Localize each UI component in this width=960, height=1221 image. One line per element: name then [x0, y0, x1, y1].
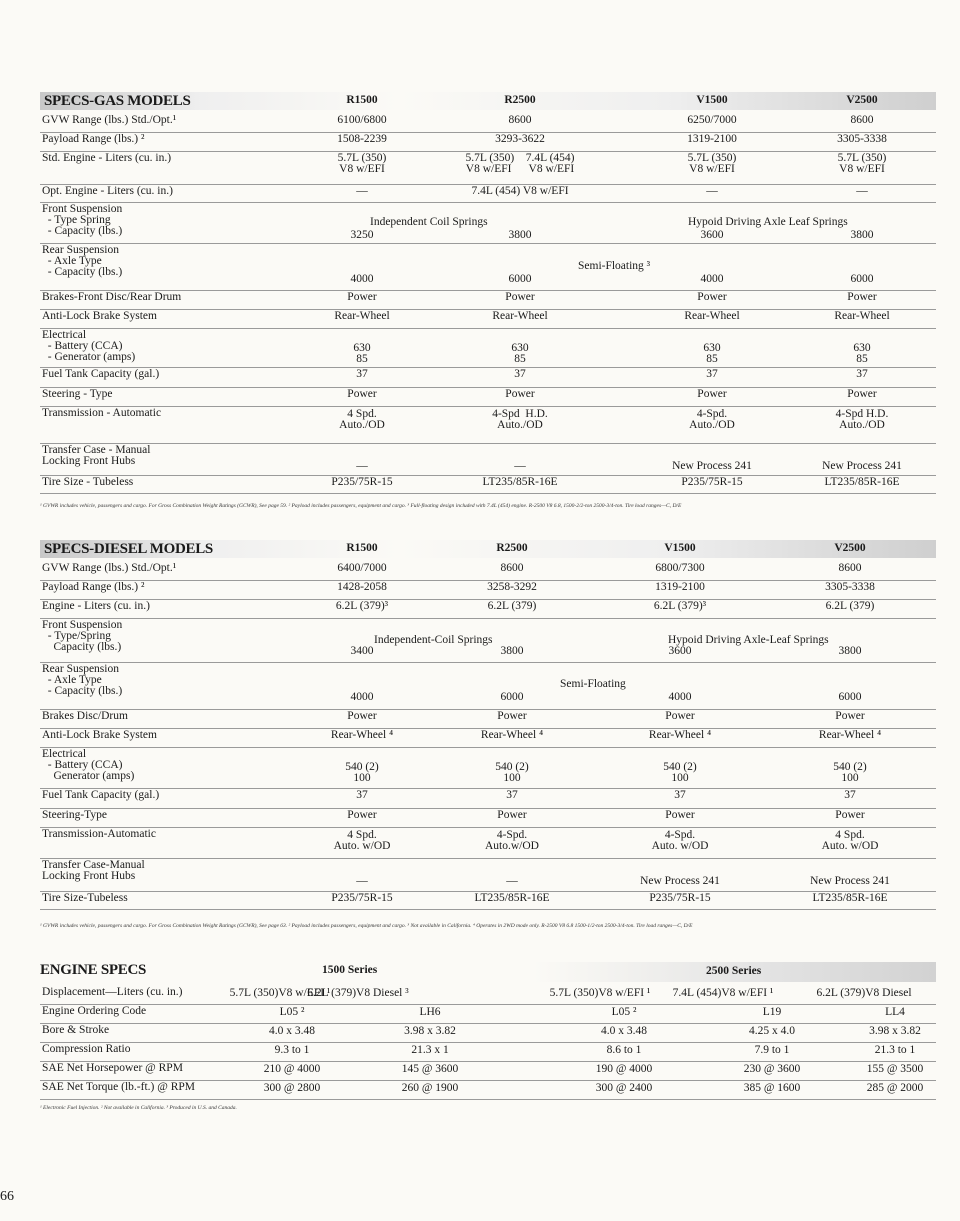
gas-cell: Power — [697, 291, 727, 303]
gas-cell: 4000 — [350, 273, 374, 285]
gas-row-label: Fuel Tank Capacity (gal.) — [42, 368, 160, 380]
series-2500-label: 2500 Series — [706, 965, 762, 977]
diesel-cell: — — [506, 875, 518, 887]
gas-cell: 8600 — [850, 114, 874, 126]
gas-cell: 3293-3622 — [495, 133, 545, 145]
gas-cell: LT235/85R-16E — [824, 476, 900, 488]
gas-cell: 4-Spd H.D. Auto./OD — [492, 408, 548, 431]
diesel-cell: Rear-Wheel ⁴ — [480, 729, 544, 741]
gas-row — [40, 244, 936, 291]
gas-cell: Rear-Wheel — [492, 310, 548, 322]
engine-displacement-row — [40, 986, 936, 1005]
gas-cell: 37 — [856, 368, 868, 380]
engine-cell: 4.25 x 4.0 — [749, 1025, 795, 1037]
gas-specs-header — [40, 92, 936, 110]
engine-cell: L05 ² — [279, 1006, 305, 1018]
gas-cell: — — [514, 460, 526, 472]
engine-cell: 4.0 x 3.48 — [601, 1025, 647, 1037]
gas-row-label: Front Suspension - Type Spring - Capacity (lbs.) — [42, 203, 123, 237]
diesel-row — [40, 748, 936, 789]
engine-row — [40, 1081, 936, 1100]
engine-column-header: 5.7L (350)V8 w/EFI ¹ — [549, 987, 651, 999]
diesel-cell: 4 Spd. Auto. w/OD — [333, 829, 391, 852]
gas-cell: 37 — [356, 368, 368, 380]
gas-cell: Rear-Wheel — [834, 310, 890, 322]
diesel-cell: 8600 — [838, 562, 862, 574]
diesel-cell: Power — [497, 809, 527, 821]
engine-cell: 300 @ 2800 — [263, 1082, 321, 1094]
diesel-cell: Power — [347, 710, 377, 722]
engine-cell: L19 — [762, 1006, 782, 1018]
diesel-cell: 8600 — [500, 562, 524, 574]
engine-row-label: Displacement—Liters (cu. in.) — [42, 986, 183, 998]
diesel-cell: 37 — [844, 789, 856, 801]
engine-cell: 3.98 x 3.82 — [404, 1025, 456, 1037]
diesel-col-r2500: R2500 — [496, 542, 528, 554]
engine-row — [40, 1043, 936, 1062]
engine-column-header: 6.2L (379)V8 Diesel ³ — [307, 987, 409, 999]
gas-cell: Power — [847, 388, 877, 400]
diesel-cell: 6400/7000 — [337, 562, 387, 574]
engine-specs-section — [40, 962, 936, 1122]
engine-row — [40, 1024, 936, 1043]
gas-row — [40, 291, 936, 310]
diesel-span-center: Semi-Floating — [560, 678, 626, 690]
diesel-cell: Rear-Wheel ⁴ — [648, 729, 712, 741]
diesel-cell: New Process 241 — [810, 875, 890, 887]
gas-row — [40, 152, 936, 185]
gas-row-label: Rear Suspension - Axle Type - Capacity (lbs.) — [42, 244, 123, 278]
diesel-span-right: Hypoid Driving Axle-Leaf Springs — [668, 634, 829, 646]
gas-cell: — — [706, 185, 718, 197]
diesel-cell: 6000 — [500, 691, 524, 703]
gas-cell: 630 85 — [353, 342, 371, 365]
diesel-row — [40, 729, 936, 748]
diesel-cell: 37 — [674, 789, 686, 801]
gas-cell: 630 85 — [511, 342, 529, 365]
gas-cell: Rear-Wheel — [334, 310, 390, 322]
diesel-row — [40, 710, 936, 729]
gas-col-r1500: R1500 — [346, 94, 378, 106]
diesel-cell: 6.2L (379) — [487, 600, 537, 612]
diesel-row — [40, 809, 936, 828]
gas-cell: 1508-2239 — [337, 133, 387, 145]
diesel-row — [40, 600, 936, 619]
engine-cell: 285 @ 2000 — [866, 1082, 924, 1094]
engine-column-header: 7.4L (454)V8 w/EFI ¹ — [672, 987, 774, 999]
gas-row — [40, 388, 936, 407]
gas-row — [40, 114, 936, 133]
engine-cell: 190 @ 4000 — [595, 1063, 653, 1075]
diesel-cell: 3600 — [668, 645, 692, 657]
engine-row — [40, 1062, 936, 1081]
gas-row — [40, 368, 936, 388]
gas-span-left: Independent Coil Springs — [370, 216, 488, 228]
engine-cell: L05 ² — [611, 1006, 637, 1018]
gas-row-label: Payload Range (lbs.) ² — [42, 133, 145, 145]
gas-cell: — — [856, 185, 868, 197]
diesel-row-label: Steering-Type — [42, 809, 107, 821]
diesel-cell: 37 — [356, 789, 368, 801]
diesel-cell: 540 (2) 100 — [663, 761, 697, 784]
diesel-cell: Power — [835, 809, 865, 821]
diesel-row-label: Fuel Tank Capacity (gal.) — [42, 789, 160, 801]
engine-cell: 3.98 x 3.82 — [869, 1025, 921, 1037]
gas-cell: Rear-Wheel — [684, 310, 740, 322]
gas-cell: Power — [505, 388, 535, 400]
gas-row-label: Electrical - Battery (CCA) - Generator (amps) — [42, 329, 136, 363]
gas-cell: 5.7L (350) V8 w/EFI — [687, 152, 737, 175]
engine-cell: 145 @ 3600 — [401, 1063, 459, 1075]
engine-cell: 9.3 to 1 — [274, 1044, 310, 1056]
gas-cell: P235/75R-15 — [681, 476, 743, 488]
engine-cell: 230 @ 3600 — [743, 1063, 801, 1075]
diesel-cell: 1428-2058 — [337, 581, 387, 593]
diesel-cell: 3800 — [838, 645, 862, 657]
gas-cell: LT235/85R-16E — [482, 476, 558, 488]
gas-cell: 4-Spd H.D. Auto./OD — [835, 408, 889, 431]
gas-row — [40, 476, 936, 494]
engine-specs-header — [40, 962, 936, 982]
engine-cell: 385 @ 1600 — [743, 1082, 801, 1094]
engine-cell: 260 @ 1900 — [401, 1082, 459, 1094]
gas-row-label: Opt. Engine - Liters (cu. in.) — [42, 185, 173, 197]
gas-row — [40, 185, 936, 203]
gas-cell: 37 — [706, 368, 718, 380]
diesel-cell: P235/75R-15 — [649, 892, 711, 904]
engine-cell: LH6 — [419, 1006, 441, 1018]
engine-row-label: SAE Net Torque (lb.-ft.) @ RPM — [42, 1081, 195, 1093]
diesel-row — [40, 789, 936, 809]
engine-cell: 8.6 to 1 — [606, 1044, 642, 1056]
gas-span-center: Semi-Floating ³ — [578, 260, 651, 272]
series-1500-label: 1500 Series — [322, 964, 378, 976]
gas-span-right: Hypoid Driving Axle Leaf Springs — [688, 216, 848, 228]
gas-cell: New Process 241 — [822, 460, 902, 472]
gas-specs-title: SPECS-GAS MODELS — [44, 93, 191, 109]
gas-row — [40, 133, 936, 152]
gas-col-v2500: V2500 — [846, 94, 878, 106]
engine-column-header: 5.7L (350)V8 w/EFI ¹ — [229, 987, 331, 999]
diesel-specs-title: SPECS-DIESEL MODELS — [44, 541, 213, 557]
gas-cell: 6000 — [508, 273, 532, 285]
diesel-footnote: ¹ GVWR includes vehicle, passengers and cargo. For Gross Combination Weight Ratings (GCWR), See page 63. ² Payload includes passengers, equipment and cargo. ³ Not available in California. ⁴ Operates in 2WD mode only. R-2500 V8 6.8 1500-1/2-ton 2500-3/4-ton. Tire load ranges—C, D/E — [40, 923, 693, 929]
gas-cell: 8600 — [508, 114, 532, 126]
diesel-row-label: Payload Range (lbs.) ² — [42, 581, 145, 593]
diesel-cell: 3400 — [350, 645, 374, 657]
diesel-row-label: Engine - Liters (cu. in.) — [42, 600, 150, 612]
gas-cell: Power — [505, 291, 535, 303]
gas-cell: 37 — [514, 368, 526, 380]
diesel-cell: Rear-Wheel ⁴ — [818, 729, 882, 741]
gas-row-label: Transmission - Automatic — [42, 407, 162, 419]
diesel-row-label: Brakes Disc/Drum — [42, 710, 128, 722]
engine-specs-title: ENGINE SPECS — [40, 962, 147, 978]
gas-cell: 4000 — [700, 273, 724, 285]
diesel-cell: Rear-Wheel ⁴ — [330, 729, 394, 741]
gas-cell: New Process 241 — [672, 460, 752, 472]
gas-row-label: GVW Range (lbs.) Std./Opt.¹ — [42, 114, 177, 126]
gas-row — [40, 203, 936, 244]
diesel-cell: 540 (2) 100 — [345, 761, 379, 784]
diesel-row — [40, 562, 936, 581]
diesel-cell: 4 Spd. Auto. w/OD — [821, 829, 879, 852]
diesel-cell: 6000 — [838, 691, 862, 703]
diesel-row-label: Anti-Lock Brake System — [42, 729, 157, 741]
diesel-row-label: Transfer Case-Manual Locking Front Hubs — [42, 859, 145, 882]
gas-row — [40, 310, 936, 329]
diesel-cell: — — [356, 875, 368, 887]
diesel-cell: 3305-3338 — [825, 581, 875, 593]
diesel-cell: Power — [665, 710, 695, 722]
gas-cell: 3800 — [508, 229, 532, 241]
diesel-cell: 4-Spd. Auto.w/OD — [485, 829, 539, 852]
diesel-cell: 4000 — [350, 691, 374, 703]
diesel-cell: Power — [665, 809, 695, 821]
gas-cell: 3600 — [700, 229, 724, 241]
gas-row-label: Steering - Type — [42, 388, 113, 400]
engine-row-label: SAE Net Horsepower @ RPM — [42, 1062, 183, 1074]
gas-cell: 5.7L (350) 7.4L (454) V8 w/EFI V8 w/EFI — [465, 152, 575, 175]
diesel-row-label: Electrical - Battery (CCA) Generator (amps) — [42, 748, 135, 782]
diesel-row-label: Front Suspension - Type/Spring Capacity (lbs.) — [42, 619, 123, 653]
diesel-cell: 3800 — [500, 645, 524, 657]
engine-row-label: Compression Ratio — [42, 1043, 131, 1055]
engine-cell: 4.0 x 3.48 — [269, 1025, 315, 1037]
gas-cell: 3250 — [350, 229, 374, 241]
engine-footnote: ¹ Electronic Fuel Injection. ² Not available in California. ³ Produced in U.S. and Canada. — [40, 1105, 237, 1111]
gas-cell: 5.7L (350) V8 w/EFI — [837, 152, 887, 175]
gas-cell: 4-Spd. Auto./OD — [689, 408, 735, 431]
gas-cell: 630 85 — [853, 342, 871, 365]
gas-specs-section — [40, 92, 936, 509]
gas-cell: Power — [697, 388, 727, 400]
gas-cell: P235/75R-15 — [331, 476, 393, 488]
gas-cell: 7.4L (454) V8 w/EFI — [471, 185, 569, 197]
diesel-row — [40, 619, 936, 663]
gas-row-label: Tire Size - Tubeless — [42, 476, 134, 488]
diesel-row-label: Rear Suspension - Axle Type - Capacity (lbs.) — [42, 663, 123, 697]
diesel-col-r1500: R1500 — [346, 542, 378, 554]
gas-cell: 630 85 — [703, 342, 721, 365]
diesel-cell: 540 (2) 100 — [495, 761, 529, 784]
gas-cell: 5.7L (350) V8 w/EFI — [337, 152, 387, 175]
gas-cell: — — [356, 460, 368, 472]
diesel-row-label: GVW Range (lbs.) Std./Opt.¹ — [42, 562, 177, 574]
engine-cell: 7.9 to 1 — [754, 1044, 790, 1056]
gas-row-label: Brakes-Front Disc/Rear Drum — [42, 291, 182, 303]
diesel-cell: 37 — [506, 789, 518, 801]
diesel-cell: New Process 241 — [640, 875, 720, 887]
diesel-row — [40, 859, 936, 892]
gas-cell: 6250/7000 — [687, 114, 737, 126]
diesel-cell: 4000 — [668, 691, 692, 703]
diesel-col-v1500: V1500 — [664, 542, 696, 554]
gas-row-label: Std. Engine - Liters (cu. in.) — [42, 152, 172, 164]
gas-cell: 6100/6800 — [337, 114, 387, 126]
page-number: 66 — [0, 1189, 14, 1204]
diesel-cell: Power — [347, 809, 377, 821]
gas-col-r2500: R2500 — [504, 94, 536, 106]
diesel-cell: 3258-3292 — [487, 581, 537, 593]
gas-row-label: Transfer Case - Manual Locking Front Hubs — [42, 444, 151, 467]
gas-cell: — — [356, 185, 368, 197]
gas-cell: 1319-2100 — [687, 133, 737, 145]
gas-cell: Power — [847, 291, 877, 303]
gas-row — [40, 407, 936, 444]
gas-row-label: Anti-Lock Brake System — [42, 310, 157, 322]
diesel-col-v2500: V2500 — [834, 542, 866, 554]
diesel-cell: Power — [835, 710, 865, 722]
engine-cell: 21.3 to 1 — [874, 1044, 916, 1056]
engine-row-label: Engine Ordering Code — [42, 1005, 147, 1017]
diesel-row — [40, 581, 936, 600]
diesel-row — [40, 828, 936, 859]
engine-cell: 300 @ 2400 — [595, 1082, 653, 1094]
engine-cell: 21.3 x 1 — [411, 1044, 449, 1056]
gas-row — [40, 329, 936, 368]
gas-cell: 6000 — [850, 273, 874, 285]
engine-cell: 210 @ 4000 — [263, 1063, 321, 1075]
diesel-cell: 6.2L (379)³ — [653, 600, 707, 612]
gas-footnote: ¹ GVWR includes vehicle, passengers and cargo. For Gross Combination Weight Ratings (GCWR), See page 59. ² Payload includes passengers, equipment and cargo. ³ Full-floating design included with 7.4L (454) engine. R-2500 V8 6.8, 1500-2/2-ton 2500-3/4-ton. Tire load ranges—C, D/E — [40, 503, 682, 509]
diesel-specs-header — [40, 540, 936, 558]
diesel-cell: LT235/85R-16E — [474, 892, 550, 904]
diesel-row — [40, 892, 936, 910]
diesel-cell: 540 (2) 100 — [833, 761, 867, 784]
gas-cell: 3800 — [850, 229, 874, 241]
gas-row — [40, 444, 936, 476]
engine-column-header: 6.2L (379)V8 Diesel — [816, 987, 912, 999]
diesel-row-label: Transmission-Automatic — [42, 828, 156, 840]
diesel-cell: 6.2L (379)³ — [335, 600, 389, 612]
gas-cell: 4 Spd. Auto./OD — [339, 408, 385, 431]
diesel-row-label: Tire Size-Tubeless — [42, 892, 128, 904]
diesel-cell: 4-Spd. Auto. w/OD — [651, 829, 709, 852]
diesel-cell: LT235/85R-16E — [812, 892, 888, 904]
engine-row-label: Bore & Stroke — [42, 1024, 110, 1036]
gas-cell: Power — [347, 291, 377, 303]
diesel-cell: Power — [497, 710, 527, 722]
gas-cell: Power — [347, 388, 377, 400]
diesel-cell: 1319-2100 — [655, 581, 705, 593]
gas-col-v1500: V1500 — [696, 94, 728, 106]
gas-cell: 3305-3338 — [837, 133, 887, 145]
engine-cell: LL4 — [885, 1006, 905, 1018]
diesel-row — [40, 663, 936, 710]
diesel-cell: 6.2L (379) — [825, 600, 875, 612]
engine-row — [40, 1005, 936, 1024]
diesel-specs-section — [40, 540, 936, 940]
diesel-span-left: Independent-Coil Springs — [374, 634, 493, 646]
engine-cell: 155 @ 3500 — [866, 1063, 924, 1075]
diesel-cell: P235/75R-15 — [331, 892, 393, 904]
diesel-cell: 6800/7300 — [655, 562, 705, 574]
